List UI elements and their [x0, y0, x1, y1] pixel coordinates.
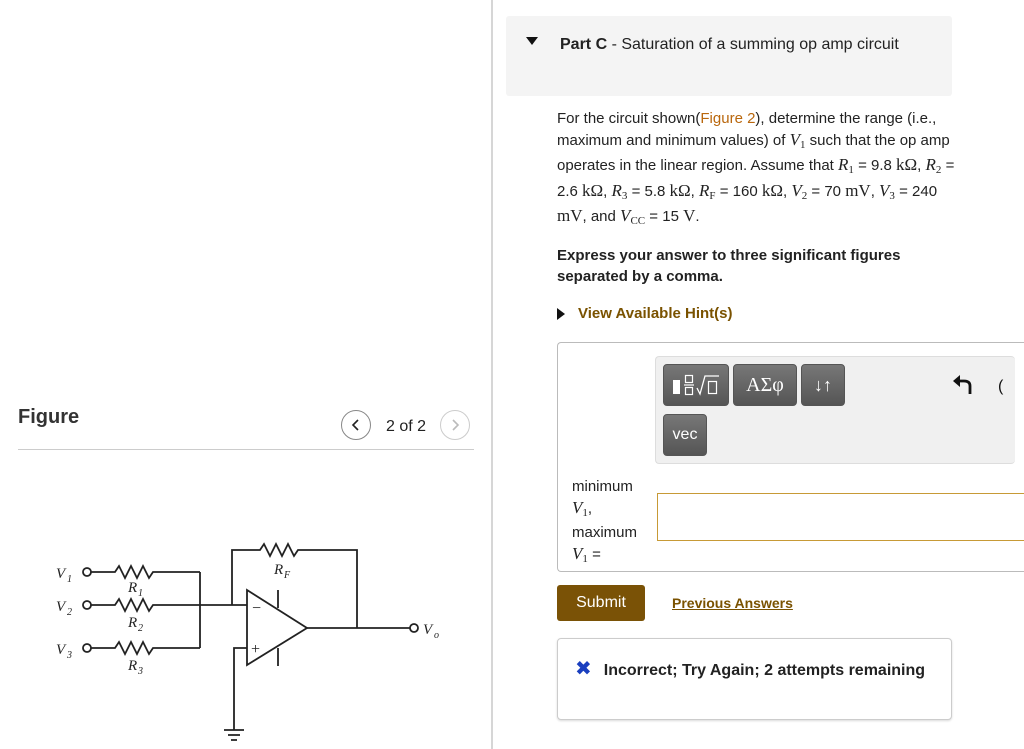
part-prefix: Part C: [560, 36, 608, 53]
figure-title: Figure: [18, 406, 80, 428]
r2-label: R: [128, 615, 138, 631]
vo-sub: o: [434, 630, 439, 641]
feedback-message: [575, 658, 935, 682]
v1-label: V: [56, 566, 66, 582]
figure-2-link[interactable]: Figure 2: [700, 110, 756, 127]
r1-resistor: [91, 566, 200, 578]
part-header[interactable]: [506, 16, 952, 96]
page-indicator: 2 of 2: [386, 418, 427, 435]
answer-input[interactable]: [657, 493, 1024, 541]
figure-divider: [18, 449, 474, 450]
label-maximum: maximum: [572, 524, 638, 541]
v3-sub: 3: [67, 650, 72, 661]
question-rest: ), determine the range (i.e., maximum and minimum values) of: [557, 110, 937, 149]
chevron-right-icon: [449, 418, 461, 432]
r2-resistor: [91, 599, 200, 611]
previous-answers-link[interactable]: Previous Answers: [672, 595, 793, 611]
question-tail: such that the op amp operates in the linear region. Assume that: [557, 131, 950, 174]
part-separator: -: [607, 36, 622, 53]
feedback-text: Incorrect; Try Again; 2 attempts remaining: [603, 662, 926, 679]
hint-label: View Available Hint(s): [578, 305, 733, 322]
redo-icon[interactable]: (: [998, 378, 1004, 395]
next-figure-button[interactable]: [440, 410, 470, 440]
var-v2: V2: [791, 180, 808, 202]
templates-icon: [670, 372, 722, 398]
r3-unit: kΩ: [669, 180, 691, 200]
r1-unit: kΩ: [896, 155, 918, 174]
var-r3: R3: [611, 180, 628, 202]
vcc-value: = 15: [649, 208, 679, 225]
label-v1-second: V1 =: [572, 543, 601, 565]
var-r1: R1: [838, 155, 854, 176]
rf-unit: kΩ: [761, 180, 783, 200]
circuit-plus-sign: +: [251, 641, 261, 658]
final-period: .: [695, 208, 700, 225]
vcc-unit: V: [683, 206, 696, 225]
comma-5: ,: [870, 182, 875, 200]
non-inverting-wire: [234, 648, 247, 730]
label-v1-first: V1,: [572, 497, 593, 519]
caret-right-icon: [557, 308, 565, 320]
vo-label: V: [423, 622, 433, 638]
answer-label: [572, 477, 652, 569]
circuit-minus-sign: −: [252, 600, 262, 617]
r2-unit: kΩ: [582, 180, 604, 200]
feedback-wire: [232, 544, 357, 628]
rf-sub: F: [284, 570, 291, 581]
comma-2: ,: [603, 182, 608, 200]
submit-button[interactable]: Submit: [557, 585, 645, 621]
question-text: [557, 109, 962, 232]
v2-sub: 2: [67, 607, 72, 618]
chevron-left-icon: [350, 418, 362, 432]
r1-label: R: [128, 580, 138, 596]
v3-label: V: [56, 642, 66, 658]
r1-value: = 9.8: [858, 157, 892, 174]
previous-figure-button[interactable]: [341, 410, 371, 440]
r3-resistor: [91, 642, 200, 654]
comma-4: ,: [782, 182, 788, 200]
var-vcc: VCC: [620, 206, 646, 227]
var-r2: R2: [925, 155, 942, 176]
pane-divider[interactable]: [491, 0, 493, 749]
v1-sub: 1: [67, 574, 72, 585]
r3-sub: 3: [138, 666, 143, 677]
v3-terminal: [83, 644, 91, 652]
part-title-text: Saturation of a summing op amp circuit: [621, 36, 899, 53]
r1-sub: 1: [138, 588, 143, 599]
question-lead: For the circuit shown(: [557, 110, 701, 127]
incorrect-x-icon: ✖: [575, 658, 592, 680]
label-minimum: minimum: [572, 478, 633, 495]
var-v1: V1: [789, 129, 806, 151]
summing-amplifier-circuit: [40, 530, 470, 745]
v3-unit: mV: [557, 206, 583, 225]
r2-sub: 2: [138, 623, 143, 634]
v2-unit: mV: [845, 180, 871, 200]
comma-3: ,: [690, 182, 695, 200]
r3-label: R: [128, 658, 138, 674]
var-v3: V3: [879, 180, 895, 202]
v2-value: = 70: [811, 182, 842, 200]
v2-terminal: [83, 601, 91, 609]
part-title[interactable]: [524, 34, 924, 56]
v2-label: V: [56, 599, 66, 615]
v3-value: = 240: [899, 182, 938, 200]
undo-icon[interactable]: [950, 372, 976, 398]
vector-button[interactable]: vec: [663, 414, 707, 456]
r3-value: = 5.8: [631, 182, 666, 200]
arrows-button[interactable]: ↓↑: [801, 364, 845, 406]
rf-value: = 160: [719, 182, 758, 200]
templates-button[interactable]: [663, 364, 729, 406]
var-rf: RF: [699, 180, 716, 202]
ground-symbol: [224, 730, 244, 740]
answer-instruction: Express your answer to three significant figures separated by a comma.: [557, 247, 901, 285]
and-text: , and: [582, 208, 616, 225]
comma-1: ,: [917, 157, 922, 174]
rf-label: R: [274, 562, 284, 578]
v1-terminal: [83, 568, 91, 576]
r2-value: = 2.6: [557, 157, 955, 200]
vo-terminal: [410, 624, 418, 632]
greek-symbols-button[interactable]: ΑΣφ: [733, 364, 797, 406]
view-hints-toggle[interactable]: [557, 305, 733, 322]
